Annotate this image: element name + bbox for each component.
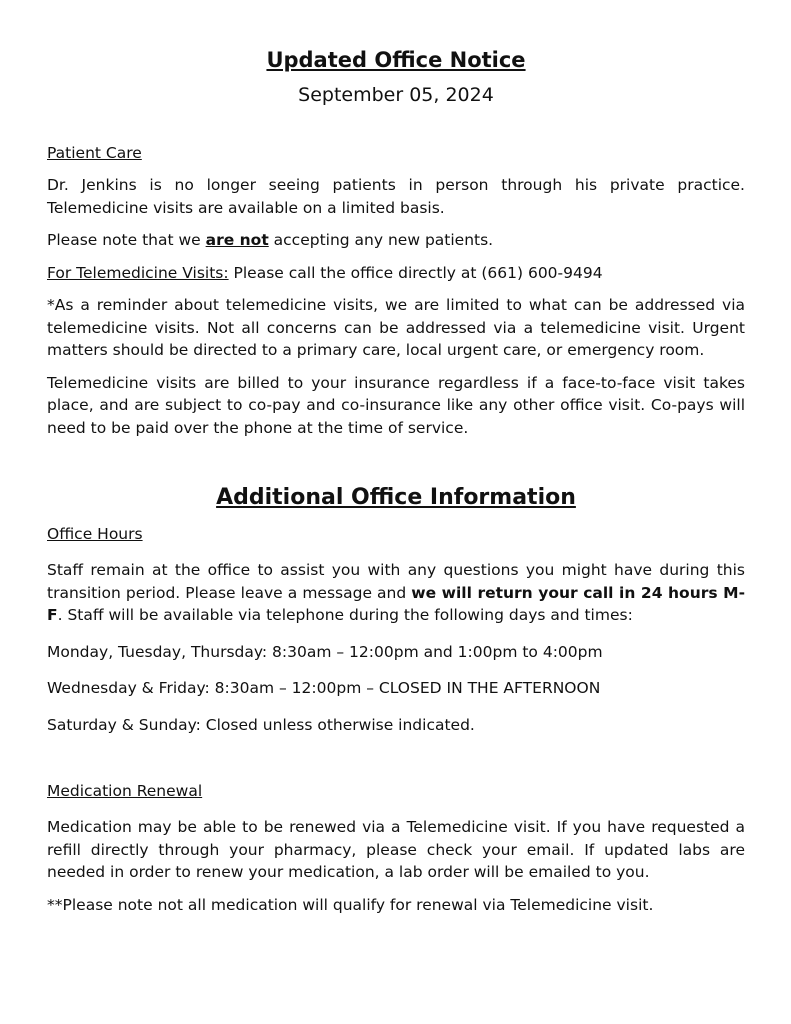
- telemedicine-label: For Telemedicine Visits:: [47, 263, 229, 282]
- additional-info-title: Additional Office Information: [216, 485, 576, 510]
- new-patients-text-before: Please note that we: [47, 231, 206, 249]
- staff-text-before: Staff remain at the office to assist you with any questions you might have during this transition period. Please leave a message and: [47, 561, 745, 602]
- telemedicine-contact: [47, 262, 745, 285]
- hours-line-weekend: Saturday & Sunday: Closed unless otherwise indicated.: [47, 715, 475, 734]
- telemedicine-phone-text: Please call the office directly at (661) 600-9494: [228, 263, 603, 282]
- office-hours-heading: Office Hours: [47, 525, 143, 543]
- staff-text-after: . Staff will be available via telephone during the following days and times:: [57, 606, 633, 624]
- patient-care-heading: Patient Care: [47, 144, 142, 162]
- notice-date: September 05, 2024: [298, 84, 494, 106]
- medication-renewal-heading: Medication Renewal: [47, 782, 203, 800]
- new-patients-notice: [47, 229, 745, 252]
- medication-renewal-paragraph: Medication may be able to be renewed via a Telemedicine visit. If you have requested a refill directly through your pharmacy, please check your email. If updated labs are needed in order to renew your medication, a lab order will be emailed to you.: [47, 818, 745, 881]
- are-not-emphasis: are not: [205, 231, 269, 249]
- return-call-emphasis: we will return your call in 24 hours M-F: [47, 583, 745, 624]
- new-patients-text-after: accepting any new patients.: [268, 231, 494, 249]
- billing-paragraph: Telemedicine visits are billed to your insurance regardless if a face-to-face visit takes place, and are subject to co-pay and co-insurance like any other office visit. Co-pays will need to be paid over the phone at the time of service.: [47, 373, 745, 437]
- notice-title: Updated Office Notice: [266, 48, 526, 72]
- staff-paragraph: [47, 559, 745, 627]
- patient-care-paragraph: Dr. Jenkins is no longer seeing patients in person through his private practice. Telemedicine visits are available on a limited basis.: [47, 176, 745, 217]
- medication-renewal-note: **Please note not all medication will qualify for renewal via Telemedicine visit.: [47, 895, 654, 914]
- telemedicine-reminder: *As a reminder about telemedicine visits, we are limited to what can be addressed via telemedicine visits. Not all concerns can be addressed via a telemedicine visit. Urgent matters should be directed to a primary care, local urgent care, or emergency room.: [47, 296, 745, 359]
- hours-line-mon-tue-thu: Monday, Tuesday, Thursday: 8:30am – 12:00pm and 1:00pm to 4:00pm: [47, 642, 603, 661]
- hours-line-wed-fri: Wednesday & Friday: 8:30am – 12:00pm – CLOSED IN THE AFTERNOON: [47, 679, 601, 697]
